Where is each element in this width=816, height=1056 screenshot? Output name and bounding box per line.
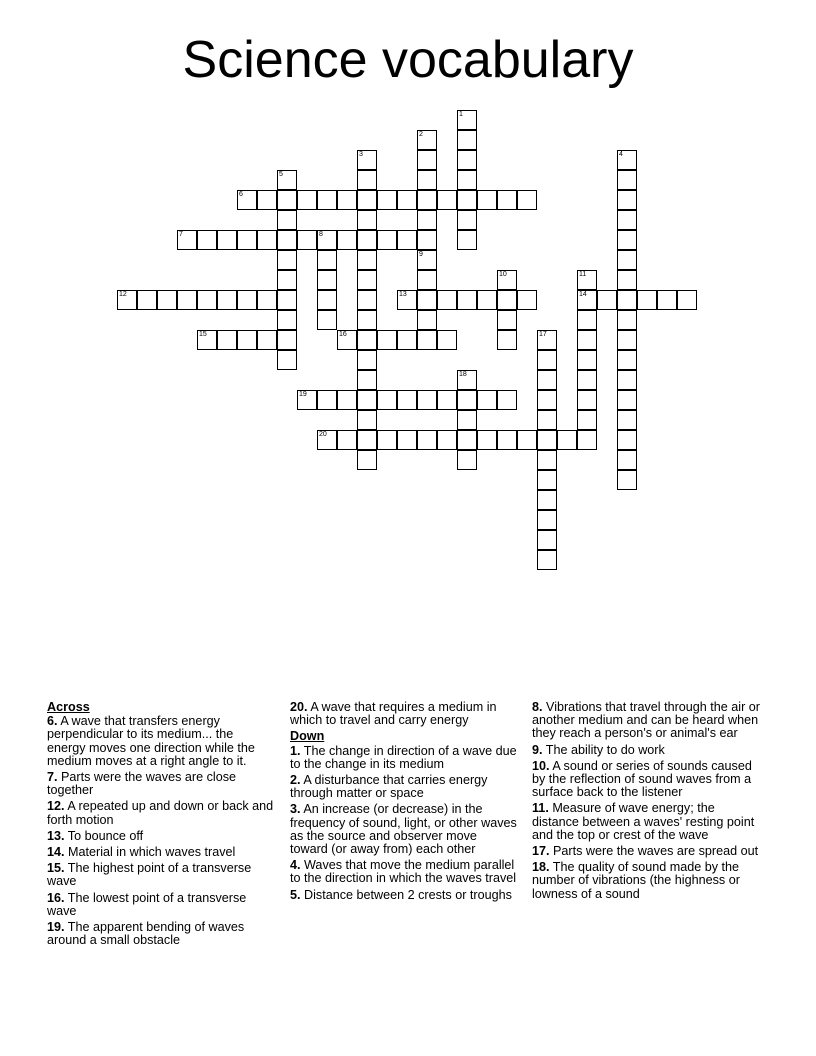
- clues-column-2: [290, 701, 518, 905]
- crossword-cell[interactable]: [457, 190, 477, 210]
- clues-column-1: [47, 701, 275, 950]
- clue-number: 14: [579, 291, 587, 298]
- crossword-cell[interactable]: [377, 390, 397, 410]
- crossword-cell[interactable]: [417, 430, 437, 450]
- crossword-cell[interactable]: [477, 290, 497, 310]
- clue-number: 12: [119, 291, 127, 298]
- crossword-cell[interactable]: [377, 190, 397, 210]
- crossword-cell[interactable]: [457, 130, 477, 150]
- crossword-cell[interactable]: [417, 230, 437, 250]
- clue-down: 5. Distance between 2 crests or troughs: [290, 887, 512, 902]
- crossword-cell[interactable]: [277, 230, 297, 250]
- crossword-cell[interactable]: [497, 290, 517, 310]
- crossword-cell[interactable]: [237, 190, 257, 210]
- crossword-cell[interactable]: [397, 290, 417, 310]
- crossword-cell[interactable]: [457, 170, 477, 190]
- crossword-cell[interactable]: [657, 290, 677, 310]
- crossword-cell[interactable]: [617, 470, 637, 490]
- crossword-cell[interactable]: [517, 190, 537, 210]
- crossword-cell[interactable]: [477, 390, 497, 410]
- crossword-cell[interactable]: [277, 350, 297, 370]
- crossword-cell[interactable]: [397, 230, 417, 250]
- crossword-cell[interactable]: [617, 450, 637, 470]
- crossword-cell[interactable]: [277, 170, 297, 190]
- crossword-cell[interactable]: [197, 290, 217, 310]
- crossword-cell[interactable]: [637, 290, 657, 310]
- crossword-cell[interactable]: [497, 270, 517, 290]
- clue-down: 18. The quality of sound made by the number of vibrations (the highness or lowness of a sound: [532, 860, 740, 901]
- clue-down: 17. Parts were the waves are spread out: [532, 844, 759, 859]
- clue-down: 2. A disturbance that carries energy through matter or space: [290, 773, 488, 801]
- clue-number: 3: [359, 151, 363, 158]
- crossword-cell[interactable]: [417, 330, 437, 350]
- crossword-cell[interactable]: [437, 430, 457, 450]
- crossword-cell[interactable]: [337, 230, 357, 250]
- crossword-cell[interactable]: [577, 430, 597, 450]
- clue-down: 11. Measure of wave energy; the distance between a waves' resting point and the top or crest of the wave: [532, 801, 755, 842]
- crossword-cell[interactable]: [677, 290, 697, 310]
- clue-across: 16. The lowest point of a transverse wave: [47, 890, 247, 918]
- clue-number: 15: [199, 331, 207, 338]
- crossword-cell[interactable]: [617, 190, 637, 210]
- crossword-cell[interactable]: [357, 390, 377, 410]
- crossword-cell[interactable]: [577, 290, 597, 310]
- clue-across: 14. Material in which waves travel: [47, 845, 236, 860]
- crossword-cell[interactable]: [177, 230, 197, 250]
- crossword-cell[interactable]: [357, 370, 377, 390]
- crossword-cell[interactable]: [417, 190, 437, 210]
- crossword-cell[interactable]: [197, 230, 217, 250]
- crossword-cell[interactable]: [357, 450, 377, 470]
- crossword-cell[interactable]: [617, 170, 637, 190]
- crossword-cell[interactable]: [457, 210, 477, 230]
- page-title: Science vocabulary: [182, 31, 634, 89]
- clue-number: 11: [579, 271, 587, 278]
- crossword-cell[interactable]: [457, 110, 477, 130]
- clue-across: 15. The highest point of a transverse wave: [47, 861, 252, 889]
- clue-across: 6. A wave that transfers energy perpendicular to its medium... the energy moves one direction while the medium moves at a right angle to it.: [47, 714, 255, 768]
- crossword-cell[interactable]: [537, 330, 557, 350]
- crossword-cell[interactable]: [317, 290, 337, 310]
- crossword-cell[interactable]: [537, 470, 557, 490]
- down-heading: Down: [290, 729, 325, 744]
- crossword-cell[interactable]: [277, 310, 297, 330]
- crossword-cell[interactable]: [577, 350, 597, 370]
- crossword-cell[interactable]: [117, 290, 137, 310]
- clue-number: 17: [539, 331, 547, 338]
- clue-number: 8: [319, 231, 323, 238]
- crossword-cell[interactable]: [317, 230, 337, 250]
- crossword-cell[interactable]: [517, 430, 537, 450]
- crossword-cell[interactable]: [317, 250, 337, 270]
- crossword-cell[interactable]: [457, 430, 477, 450]
- crossword-cell[interactable]: [497, 190, 517, 210]
- crossword-cell[interactable]: [437, 190, 457, 210]
- crossword-cell[interactable]: [237, 330, 257, 350]
- crossword-cell[interactable]: [497, 330, 517, 350]
- crossword-cell[interactable]: [457, 390, 477, 410]
- crossword-cell[interactable]: [537, 550, 557, 570]
- crossword-cell[interactable]: [377, 330, 397, 350]
- clue-number: 7: [179, 231, 183, 238]
- crossword-cell[interactable]: [577, 270, 597, 290]
- crossword-cell[interactable]: [197, 330, 217, 350]
- crossword-cell[interactable]: [617, 410, 637, 430]
- crossword-cell[interactable]: [577, 310, 597, 330]
- crossword-cell[interactable]: [617, 310, 637, 330]
- crossword-cell[interactable]: [297, 390, 317, 410]
- crossword-cell[interactable]: [377, 430, 397, 450]
- crossword-cell[interactable]: [277, 190, 297, 210]
- crossword-cell[interactable]: [537, 430, 557, 450]
- crossword-cell[interactable]: [357, 330, 377, 350]
- crossword-cell[interactable]: [417, 390, 437, 410]
- crossword-cell[interactable]: [217, 330, 237, 350]
- crossword-cell[interactable]: [337, 190, 357, 210]
- crossword-cell[interactable]: [317, 310, 337, 330]
- crossword-cell[interactable]: [357, 170, 377, 190]
- crossword-cell[interactable]: [277, 270, 297, 290]
- crossword-cell[interactable]: [617, 350, 637, 370]
- clue-number: 1: [459, 111, 463, 118]
- clue-down: 3. An increase (or decrease) in the frequency of sound, light, or other waves as the source and observer move toward (or away from) each other: [290, 802, 517, 857]
- crossword-cell[interactable]: [417, 130, 437, 150]
- crossword-cell[interactable]: [297, 230, 317, 250]
- crossword-cell[interactable]: [397, 330, 417, 350]
- crossword-cell[interactable]: [417, 210, 437, 230]
- crossword-cell[interactable]: [397, 430, 417, 450]
- clue-number: 18: [459, 371, 467, 378]
- clue-down: 4. Waves that move the medium parallel to the direction in which the waves travel: [290, 858, 517, 886]
- clue-across: 13. To bounce off: [47, 828, 144, 843]
- crossword-cell[interactable]: [537, 370, 557, 390]
- clue-number: 5: [279, 171, 283, 178]
- crossword-cell[interactable]: [537, 510, 557, 530]
- crossword-cell[interactable]: [417, 170, 437, 190]
- crossword-cell[interactable]: [497, 430, 517, 450]
- clue-number: 20: [319, 431, 327, 438]
- crossword-cell[interactable]: [537, 390, 557, 410]
- crossword-cell[interactable]: [357, 190, 377, 210]
- crossword-cell[interactable]: [417, 290, 437, 310]
- crossword-cell[interactable]: [617, 270, 637, 290]
- crossword-cell[interactable]: [437, 390, 457, 410]
- crossword-cell[interactable]: [537, 450, 557, 470]
- crossword-cell[interactable]: [617, 210, 637, 230]
- crossword-cell[interactable]: [257, 230, 277, 250]
- crossword-cell[interactable]: [257, 330, 277, 350]
- clue-across: 19. The apparent bending of waves around a small obstacle: [47, 920, 245, 948]
- crossword-cell[interactable]: [217, 290, 237, 310]
- across-heading: Across: [47, 700, 90, 714]
- clue-number: 4: [619, 151, 623, 158]
- crossword-cell[interactable]: [577, 410, 597, 430]
- crossword-cell[interactable]: [337, 430, 357, 450]
- crossword-cell[interactable]: [357, 150, 377, 170]
- crossword-cell[interactable]: [357, 210, 377, 230]
- crossword-cell[interactable]: [357, 350, 377, 370]
- clue-number: 2: [419, 131, 423, 138]
- crossword-cell[interactable]: [317, 390, 337, 410]
- crossword-cell[interactable]: [277, 290, 297, 310]
- crossword-cell[interactable]: [517, 290, 537, 310]
- crossword-cell[interactable]: [357, 310, 377, 330]
- crossword-cell[interactable]: [457, 230, 477, 250]
- crossword-cell[interactable]: [277, 250, 297, 270]
- crossword-cell[interactable]: [457, 370, 477, 390]
- crossword-cell[interactable]: [357, 430, 377, 450]
- clue-across: 7. Parts were the waves are close together: [47, 770, 237, 798]
- crossword-cell[interactable]: [437, 330, 457, 350]
- clue-down: 8. Vibrations that travel through the air or another medium and can be heard when they reach a person's or animal's ear: [532, 700, 760, 741]
- crossword-cell[interactable]: [617, 370, 637, 390]
- crossword-cell[interactable]: [537, 350, 557, 370]
- clue-number: 19: [299, 391, 307, 398]
- crossword-cell[interactable]: [397, 390, 417, 410]
- crossword-cell[interactable]: [617, 230, 637, 250]
- crossword-cell[interactable]: [617, 330, 637, 350]
- crossword-cell[interactable]: [417, 270, 437, 290]
- crossword-cell[interactable]: [337, 390, 357, 410]
- crossword-cell[interactable]: [377, 230, 397, 250]
- crossword-cell[interactable]: [137, 290, 157, 310]
- clue-number: 9: [419, 251, 423, 258]
- crossword-cell[interactable]: [597, 290, 617, 310]
- crossword-cell[interactable]: [617, 430, 637, 450]
- crossword-cell[interactable]: [397, 190, 417, 210]
- crossword-cell[interactable]: [297, 190, 317, 210]
- crossword-cell[interactable]: [417, 150, 437, 170]
- crossword-cell[interactable]: [357, 290, 377, 310]
- crossword-cell[interactable]: [577, 390, 597, 410]
- clue-number: 13: [399, 291, 407, 298]
- crossword-cell[interactable]: [617, 150, 637, 170]
- crossword-cell[interactable]: [557, 430, 577, 450]
- crossword-cell[interactable]: [477, 430, 497, 450]
- crossword-cell[interactable]: [577, 370, 597, 390]
- clue-down: 1. The change in direction of a wave due to the change in its medium: [290, 743, 517, 771]
- crossword-cell[interactable]: [277, 210, 297, 230]
- crossword-cell[interactable]: [497, 310, 517, 330]
- clue-number: 10: [499, 271, 507, 278]
- crossword-cell[interactable]: [277, 330, 297, 350]
- crossword-cell[interactable]: [317, 270, 337, 290]
- crossword-cell[interactable]: [617, 290, 637, 310]
- crossword-cell[interactable]: [357, 270, 377, 290]
- crossword-cell[interactable]: [257, 290, 277, 310]
- crossword-cell[interactable]: [457, 290, 477, 310]
- crossword-cell[interactable]: [237, 290, 257, 310]
- crossword-cell[interactable]: [497, 390, 517, 410]
- crossword-cell[interactable]: [237, 230, 257, 250]
- crossword-cell[interactable]: [417, 250, 437, 270]
- crossword-cell[interactable]: [577, 330, 597, 350]
- crossword-cell[interactable]: [457, 410, 477, 430]
- crossword-cell[interactable]: [417, 310, 437, 330]
- clues-column-3: [532, 701, 760, 904]
- crossword-cell[interactable]: [357, 230, 377, 250]
- crossword-cell[interactable]: [457, 150, 477, 170]
- crossword-cell[interactable]: [317, 430, 337, 450]
- clue-across: 20. A wave that requires a medium in which to travel and carry energy: [290, 700, 497, 728]
- crossword-cell[interactable]: [537, 530, 557, 550]
- crossword-cell[interactable]: [617, 390, 637, 410]
- crossword-cell[interactable]: [357, 410, 377, 430]
- crossword-cell[interactable]: [337, 330, 357, 350]
- clue-down: 10. A sound or series of sounds caused by the reflection of sound waves from a surface back to the listener: [532, 758, 752, 800]
- crossword-cell[interactable]: [457, 450, 477, 470]
- clue-across: 12. A repeated up and down or back and forth motion: [47, 799, 274, 827]
- clue-down: 9. The ability to do work: [532, 742, 665, 757]
- crossword-cell[interactable]: [317, 190, 337, 210]
- clue-number: 16: [339, 331, 347, 338]
- crossword-cell[interactable]: [537, 490, 557, 510]
- clue-number: 6: [239, 191, 243, 198]
- crossword-cell[interactable]: [217, 230, 237, 250]
- crossword-cell[interactable]: [537, 410, 557, 430]
- crossword-cell[interactable]: [357, 250, 377, 270]
- crossword-cell[interactable]: [477, 190, 497, 210]
- crossword-cell[interactable]: [177, 290, 197, 310]
- crossword-cell[interactable]: [257, 190, 277, 210]
- crossword-cell[interactable]: [617, 250, 637, 270]
- crossword-cell[interactable]: [157, 290, 177, 310]
- crossword-cell[interactable]: [437, 290, 457, 310]
